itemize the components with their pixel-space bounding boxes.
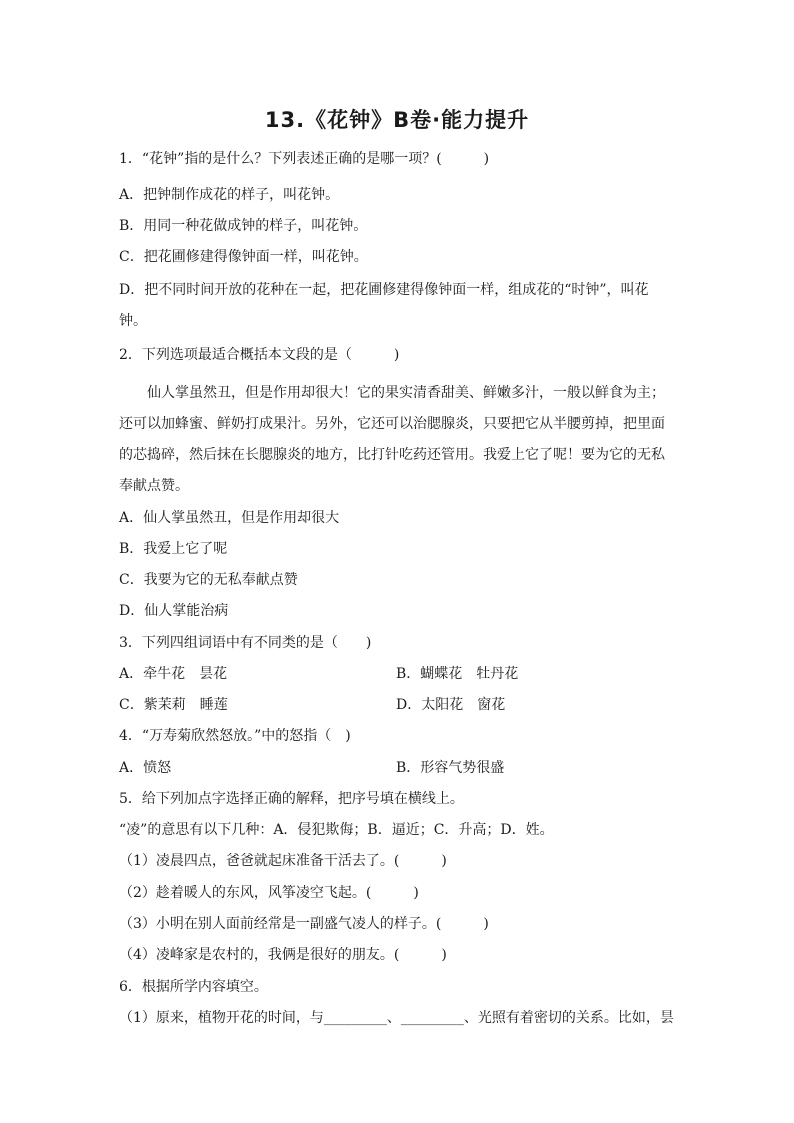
question-2-passage-line-4: 奉献点赞。 <box>119 478 189 494</box>
question-2-option-a: A．仙人掌虽然丑，但是作用却很大 <box>119 510 340 526</box>
question-3-option-d: D．太阳花 窗花 <box>396 697 506 713</box>
question-1-option-d-cont: 钟。 <box>119 313 147 329</box>
question-4-option-a: A．愤怒 <box>119 760 172 776</box>
question-5-item-4: （4）凌峰家是农村的，我俩是很好的朋友。( ) <box>119 947 447 963</box>
page-title: 13.《花钟》B卷·能力提升 <box>264 108 530 132</box>
question-4-stem: 4．“万寿菊欣然怒放。”中的怒指（ ) <box>119 728 351 744</box>
question-5-meanings: “凌”的意思有以下几种：A．侵犯欺侮；B．逼近；C．升高；D．姓。 <box>119 822 554 838</box>
question-3-option-a: A．牵牛花 昙花 <box>119 666 228 682</box>
question-1-option-b: B．用同一种花做成钟的样子，叫花钟。 <box>119 218 368 234</box>
question-1-option-d: D．把不同时间开放的花种在一起，把花圃修建得像钟面一样，组成花的“时钟”，叫花 <box>119 282 649 298</box>
question-3-option-c: C．紫茉莉 睡莲 <box>119 697 228 713</box>
question-6-item-1: （1）原来，植物开花的时间，与_________、_________、光照有着密切的关系。比如，昙 <box>119 1010 674 1026</box>
question-2-passage-line-2: 还可以加蜂蜜、鲜奶打成果汁。另外，它还可以治腮腺炎，只要把它从半腰剪掉，把里面 <box>119 416 665 432</box>
question-3-stem: 3．下列四组词语中有不同类的是（ ) <box>119 635 372 651</box>
question-3-option-b: B．蝴蝶花 牡丹花 <box>396 666 519 682</box>
question-2-passage-line-3: 的芯捣碎，然后抹在长腮腺炎的地方，比打针吃药还管用。我爱上它了呢！要为它的无私 <box>119 447 665 463</box>
question-2-stem: 2．下列选项最适合概括本文段的是（ ) <box>119 347 400 363</box>
question-6-stem: 6．根据所学内容填空。 <box>119 979 268 995</box>
question-2-option-c: C．我要为它的无私奉献点赞 <box>119 572 298 588</box>
question-5-item-1: （1）凌晨四点，爸爸就起床准备干活去了。( ) <box>119 853 447 869</box>
question-1-option-c: C．把花圃修建得像钟面一样，叫花钟。 <box>119 249 368 265</box>
question-1-option-a: A．把钟制作成花的样子，叫花钟。 <box>119 187 340 203</box>
question-5-item-2: （2）趁着暖人的东风，风筝凌空飞起。( ) <box>119 885 419 901</box>
question-2-passage-line-1: 仙人掌虽然丑，但是作用却很大！它的果实清香甜美、鲜嫩多汁，一般以鲜食为主； <box>147 385 665 401</box>
question-2-option-b: B．我爱上它了呢 <box>119 541 228 557</box>
question-2-option-d: D．仙人掌能治病 <box>119 603 229 619</box>
question-5-stem: 5．给下列加点字选择正确的解释，把序号填在横线上。 <box>119 791 464 807</box>
question-4-option-b: B．形容气势很盛 <box>396 760 505 776</box>
question-5-item-3: （3）小明在别人面前经常是一副盛气凌人的样子。( ) <box>119 916 489 932</box>
question-1-stem: 1．“花钟”指的是什么？下列表述正确的是哪一项？( ) <box>119 151 490 167</box>
